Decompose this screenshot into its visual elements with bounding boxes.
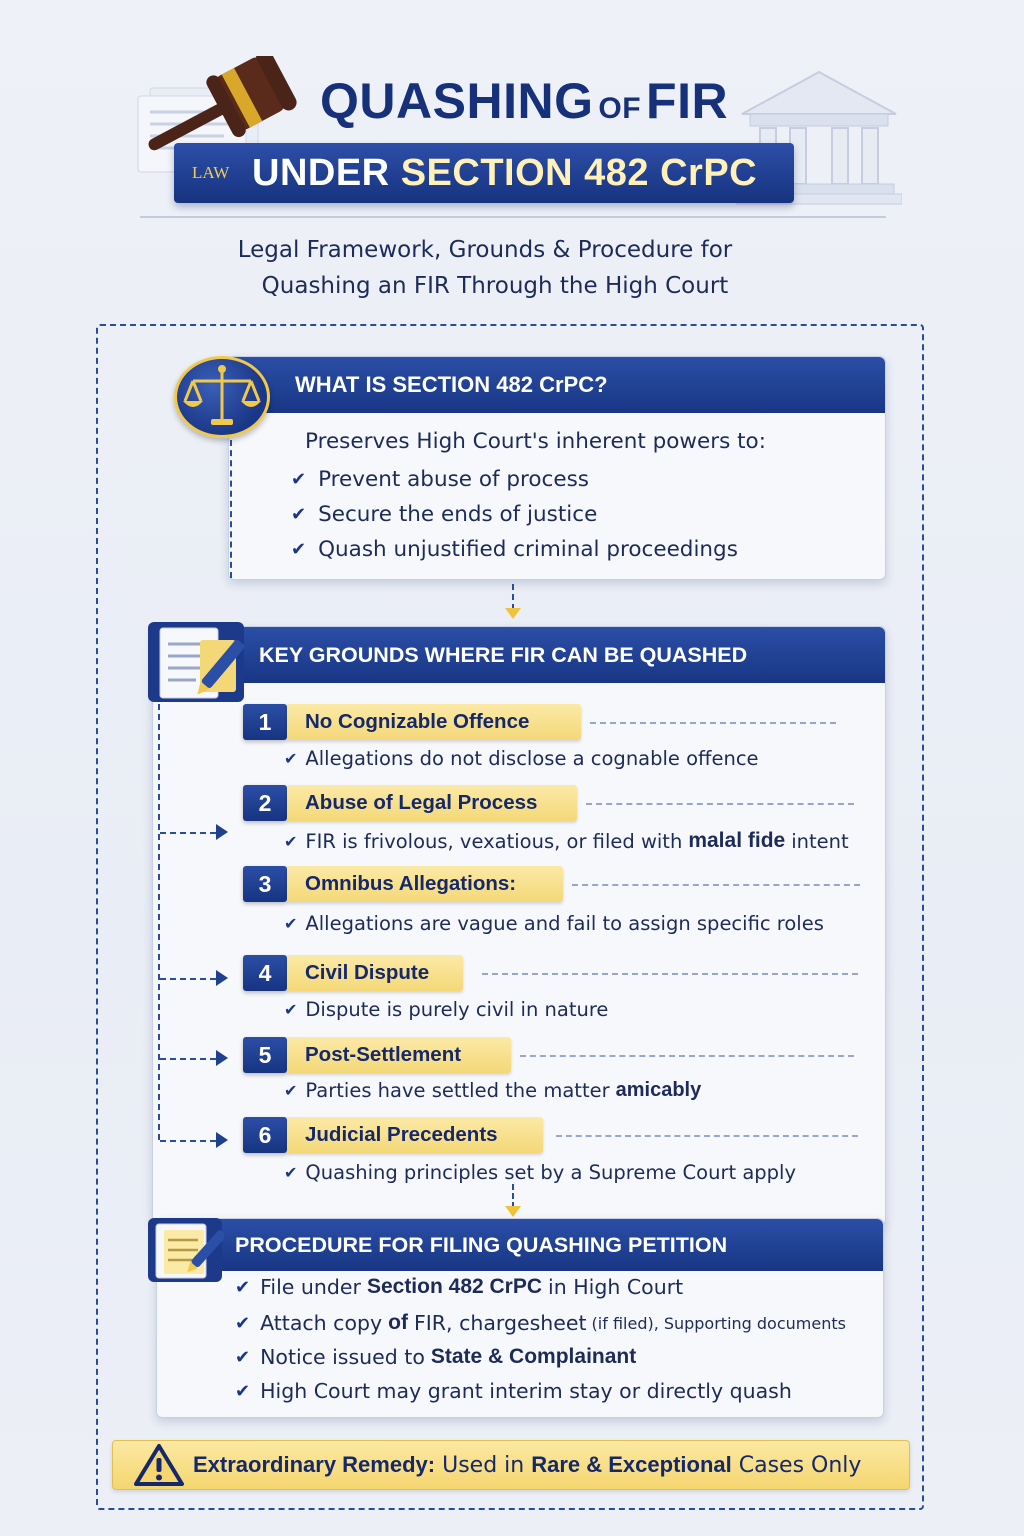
ground-description-text: Allegations are vague and fail to assign specific roles <box>305 912 824 935</box>
remedy-text-part: Used in <box>442 1453 525 1478</box>
title-word-quashing: QUASHING <box>320 73 594 129</box>
check-icon: ✔ <box>284 914 298 933</box>
grounds-connector-line <box>160 1140 216 1142</box>
ground-title: Omnibus Allegations: <box>287 866 563 902</box>
ground-title: No Cognizable Offence <box>287 704 581 740</box>
section-482-point <box>291 537 738 562</box>
ground-title: Post-Settlement <box>287 1037 511 1073</box>
remedy-label: Extraordinary Remedy: <box>193 1452 436 1477</box>
remedy-text <box>193 1452 861 1478</box>
document-pen-icon <box>146 620 250 706</box>
point-text: Secure the ends of justice <box>318 502 598 527</box>
check-icon: ✔ <box>235 1346 251 1368</box>
scales-icon <box>174 356 270 438</box>
ground-title: Abuse of Legal Process <box>287 785 577 821</box>
section-482-point <box>291 502 597 527</box>
petition-pen-icon <box>146 1216 224 1286</box>
section-482-heading: WHAT IS SECTION 482 CrPC? <box>229 357 885 413</box>
remedy-text-part: Cases Only <box>738 1453 862 1478</box>
connector-line <box>512 1184 514 1208</box>
ground-divider <box>556 1135 858 1137</box>
grounds-connector-line <box>158 704 160 1140</box>
check-icon: ✔ <box>291 504 307 525</box>
procedure-heading: PROCEDURE FOR FILING QUASHING PETITION <box>157 1219 883 1271</box>
ground-divider <box>586 803 854 805</box>
ground-divider <box>572 884 860 886</box>
ground-description <box>284 912 824 935</box>
ground-number-badge: 1 <box>243 704 287 740</box>
ground-description <box>284 829 849 853</box>
grounds-connector-line <box>160 1058 216 1060</box>
connector-arrow-icon <box>505 1206 521 1217</box>
procedure-card <box>156 1218 884 1418</box>
ground-description-text: Allegations do not disclose a cognable offence <box>305 747 759 770</box>
procedure-step-text: in High Court <box>548 1275 684 1299</box>
procedure-step-text: Notice issued to <box>260 1345 425 1369</box>
title-word-of: OF <box>598 92 642 125</box>
check-icon: ✔ <box>284 1000 298 1019</box>
procedure-step-note: (if filed), <box>591 1313 659 1333</box>
ground-description-emphasis: amicably <box>615 1079 702 1101</box>
section-482-point <box>291 467 589 492</box>
connector-line <box>230 440 232 578</box>
ground-number-badge: 5 <box>243 1037 287 1073</box>
connector-arrow-icon <box>216 824 228 840</box>
check-icon: ✔ <box>284 1081 298 1100</box>
subtitle-line-1: Legal Framework, Grounds & Procedure for <box>237 237 733 263</box>
remedy-emphasis: Rare & Exceptional <box>531 1452 732 1477</box>
check-icon: ✔ <box>284 749 298 768</box>
procedure-step-text: High Court may grant interim stay or directly quash <box>260 1379 792 1403</box>
ground-title: Judicial Precedents <box>287 1117 543 1153</box>
ground-number-badge: 6 <box>243 1117 287 1153</box>
section-482-card <box>228 356 886 580</box>
connector-line <box>512 584 514 610</box>
grounds-heading: KEY GROUNDS WHERE FIR CAN BE QUASHED <box>153 627 885 683</box>
ground-description <box>284 747 759 770</box>
grounds-connector-line <box>160 978 216 980</box>
procedure-step-note: Supporting documents <box>663 1313 846 1333</box>
procedure-step <box>235 1379 792 1403</box>
ground-number-badge: 2 <box>243 785 287 821</box>
ground-title: Civil Dispute <box>287 955 463 991</box>
procedure-step-emphasis: of <box>388 1311 408 1334</box>
procedure-step <box>235 1345 636 1369</box>
title-banner <box>174 143 794 203</box>
ground-description <box>284 1161 796 1184</box>
header-divider <box>140 216 886 218</box>
connector-arrow-icon <box>505 608 521 619</box>
ground-description <box>284 998 608 1021</box>
ground-divider <box>482 973 858 975</box>
banner-subtitle <box>252 152 757 195</box>
subtitle <box>150 232 840 304</box>
connector-arrow-icon <box>216 1050 228 1066</box>
section-482-intro: Preserves High Court's inherent powers to: <box>305 429 766 454</box>
check-icon: ✔ <box>284 831 298 851</box>
connector-arrow-icon <box>216 970 228 986</box>
ground-description-text: intent <box>791 829 849 853</box>
check-icon: ✔ <box>284 1163 298 1182</box>
banner-word-under: UNDER <box>252 151 390 194</box>
ground-description-text: Parties have settled the matter <box>305 1079 610 1102</box>
procedure-step <box>235 1311 846 1335</box>
check-icon: ✔ <box>291 539 307 560</box>
point-text: Quash unjustified criminal proceedings <box>318 537 738 562</box>
check-icon: ✔ <box>235 1276 251 1298</box>
procedure-step-emphasis: State & Complainant <box>430 1345 637 1368</box>
ground-description-text: FIR is frivolous, vexatious, or filed with <box>305 829 683 853</box>
connector-arrow-icon <box>216 1132 228 1148</box>
warning-icon <box>133 1443 185 1487</box>
ground-description <box>284 1079 701 1102</box>
ground-divider <box>590 722 836 724</box>
banner-section-text: SECTION 482 CrPC <box>400 151 758 194</box>
page-title <box>320 72 728 130</box>
check-icon: ✔ <box>235 1380 251 1402</box>
procedure-step-text: FIR, chargesheet <box>413 1311 587 1335</box>
ground-description-text: Dispute is purely civil in nature <box>305 998 609 1021</box>
ground-divider <box>520 1055 854 1057</box>
procedure-step-text: File under <box>260 1275 361 1299</box>
procedure-step <box>235 1275 683 1299</box>
check-icon: ✔ <box>235 1312 251 1334</box>
ground-description-emphasis: malal fide <box>688 829 786 852</box>
ground-number-badge: 3 <box>243 866 287 902</box>
procedure-step-text: Attach copy <box>260 1311 383 1335</box>
grounds-connector-line <box>160 832 216 834</box>
check-icon: ✔ <box>291 469 307 490</box>
subtitle-line-2: Quashing an FIR Through the High Court <box>261 273 729 299</box>
procedure-step-emphasis: Section 482 CrPC <box>366 1275 543 1298</box>
title-word-fir: FIR <box>646 73 729 129</box>
point-text: Prevent abuse of process <box>318 467 590 492</box>
ground-number-badge: 4 <box>243 955 287 991</box>
extraordinary-remedy-banner <box>112 1440 910 1490</box>
ground-description-text: Quashing principles set by a Supreme Court apply <box>305 1161 796 1184</box>
banner-law-tag: LAW <box>192 163 230 182</box>
